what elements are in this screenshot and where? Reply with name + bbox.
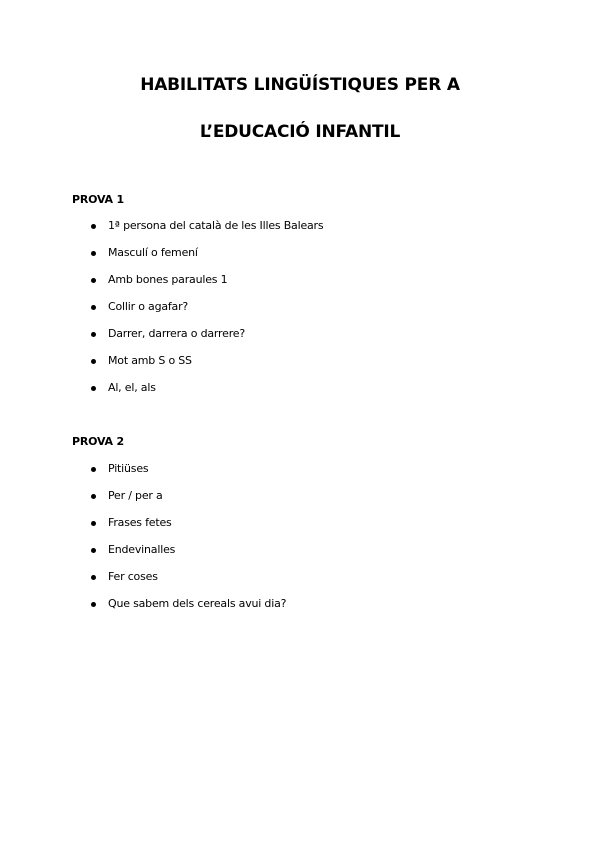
list-item-text: Pitiüses bbox=[108, 462, 149, 475]
bullet-icon bbox=[91, 602, 96, 607]
list-item-text: Fer coses bbox=[108, 570, 158, 583]
bullet-icon bbox=[91, 467, 96, 472]
list-item-text: Frases fetes bbox=[108, 516, 172, 529]
list-item-text: Amb bones paraules 1 bbox=[108, 273, 228, 286]
list-item-text: Endevinalles bbox=[108, 543, 176, 556]
list-item-text: Al, el, als bbox=[108, 381, 156, 394]
document-title-line-1: HABILITATS LINGÜÍSTIQUES PER A bbox=[140, 75, 460, 95]
list-item-text: Darrer, darrera o darrere? bbox=[108, 327, 245, 340]
section-heading-prova-1: PROVA 1 bbox=[72, 193, 124, 206]
bullet-icon bbox=[91, 332, 96, 337]
list-item-text: Mot amb S o SS bbox=[108, 354, 192, 367]
list-item-text: Per / per a bbox=[108, 489, 163, 502]
bullet-icon bbox=[91, 224, 96, 229]
bullet-icon bbox=[91, 359, 96, 364]
bullet-icon bbox=[91, 305, 96, 310]
list-item-text: Masculí o femení bbox=[108, 246, 198, 259]
bullet-icon bbox=[91, 494, 96, 499]
list-item-text: 1ª persona del català de les Illes Balears bbox=[108, 219, 324, 232]
bullet-icon bbox=[91, 251, 96, 256]
bullet-icon bbox=[91, 521, 96, 526]
bullet-icon bbox=[91, 575, 96, 580]
bullet-icon bbox=[91, 386, 96, 391]
bullet-icon bbox=[91, 548, 96, 553]
bullet-icon bbox=[91, 278, 96, 283]
list-item-text: Collir o agafar? bbox=[108, 300, 189, 313]
section-heading-prova-2: PROVA 2 bbox=[72, 435, 124, 448]
document-title-line-2: L’EDUCACIÓ INFANTIL bbox=[199, 122, 401, 142]
list-item-text: Que sabem dels cereals avui dia? bbox=[108, 597, 287, 610]
